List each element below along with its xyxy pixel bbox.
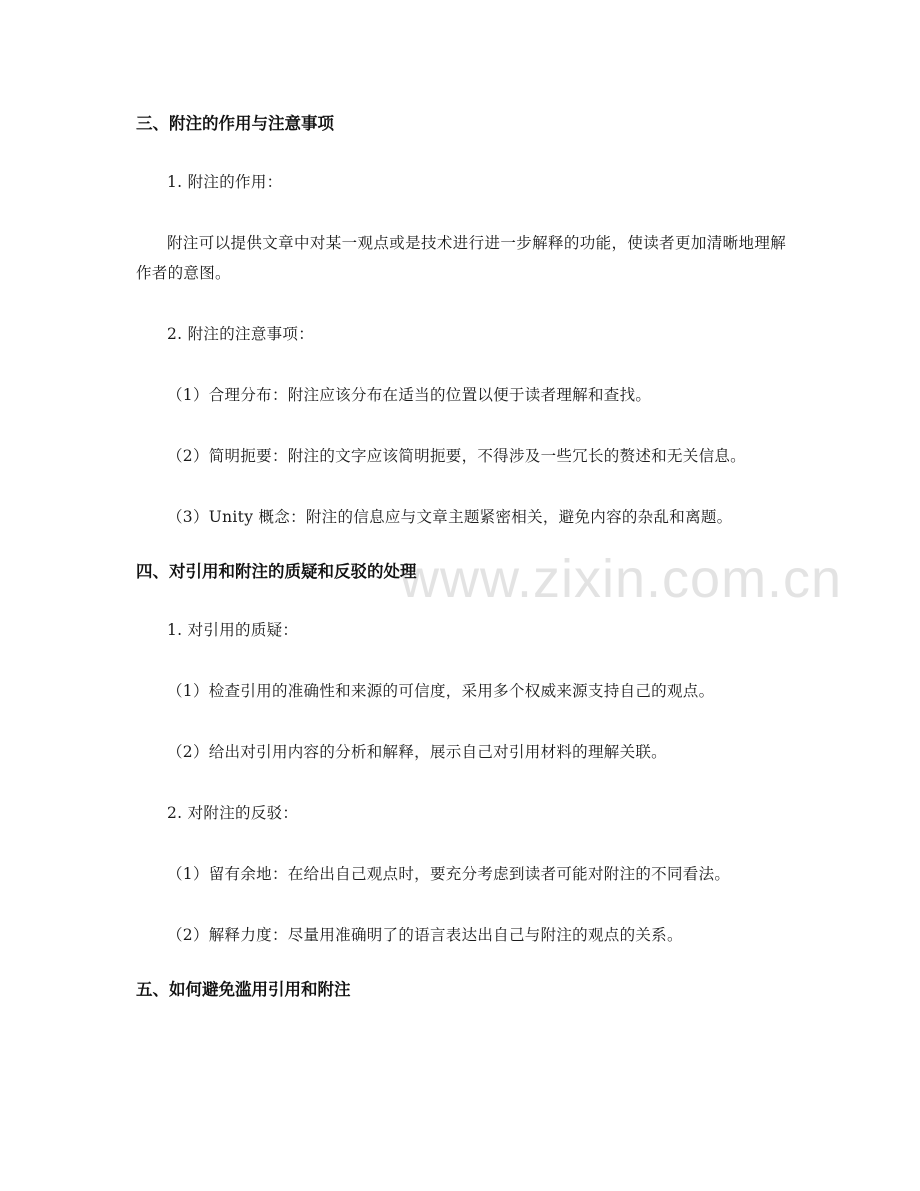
paragraph: 1. 对引用的质疑： [167,621,299,639]
section-heading: 三、附注的作用与注意事项 [136,114,334,133]
paragraph: 2. 对附注的反驳： [167,804,299,822]
paragraph: （2）给出对引用内容的分析和解释，展示自己对引用材料的理解关联。 [167,743,667,761]
section-heading: 五、如何避免滥用引用和附注 [136,980,351,999]
paragraph: 2. 附注的注意事项： [167,325,315,343]
paragraph: （1）合理分布：附注应该分布在适当的位置以便于读者理解和查找。 [167,386,652,404]
watermark: www.zixin.com.cn [400,549,843,609]
document-body [136,112,786,1002]
paragraph: （1）检查引用的准确性和来源的可信度，采用多个权威来源支持自己的观点。 [167,682,715,700]
paragraph: （3）Unity 概念：附注的信息应与文章主题紧密相关，避免内容的杂乱和离题。 [167,508,733,526]
paragraph: （1）留有余地：在给出自己观点时，要充分考虑到读者可能对附注的不同看法。 [167,865,731,883]
section-heading: 四、对引用和附注的质疑和反驳的处理 [136,562,417,581]
paragraph: 附注可以提供文章中对某一观点或是技术进行进一步解释的功能，使读者更加清晰地理解作者的意图。 [136,234,786,282]
paragraph: 1. 附注的作用： [167,173,283,191]
paragraph: （2）简明扼要：附注的文字应该简明扼要，不得涉及一些冗长的赘述和无关信息。 [167,447,746,465]
paragraph: （2）解释力度：尽量用准确明了的语言表达出自己与附注的观点的关系。 [167,926,683,944]
